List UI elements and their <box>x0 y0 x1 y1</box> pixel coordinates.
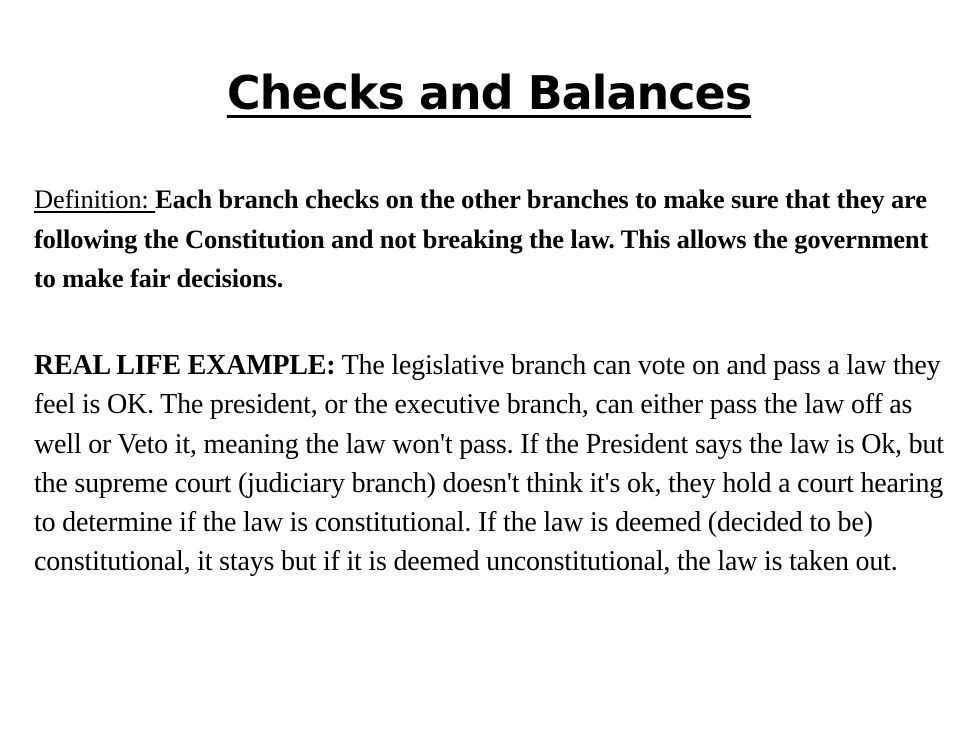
example-text: The legislative branch can vote on and pass a law they feel is OK. The president, or the executive branch, can either pass the law off as well or Veto it, meaning the law won't pass. If the President says the law is Ok, but the supreme court (judiciary branch) doesn't think it's ok, they hold a court hearing to determine if the law is constitutional. If the law is deemed (decided to be) constitutional, it stays but if it is deemed unconstitutional, the law is taken out. <box>34 350 944 578</box>
slide-title: Checks and Balances <box>226 66 752 120</box>
example-paragraph <box>34 346 954 582</box>
definition-text: Each branch checks on the other branches to make sure that they are following the Constitution and not breaking the law. This allows the government to make fair decisions. <box>34 184 929 293</box>
example-label: REAL LIFE EXAMPLE: <box>34 350 336 381</box>
definition-paragraph <box>34 180 954 299</box>
definition-label: Definition: <box>34 184 156 214</box>
